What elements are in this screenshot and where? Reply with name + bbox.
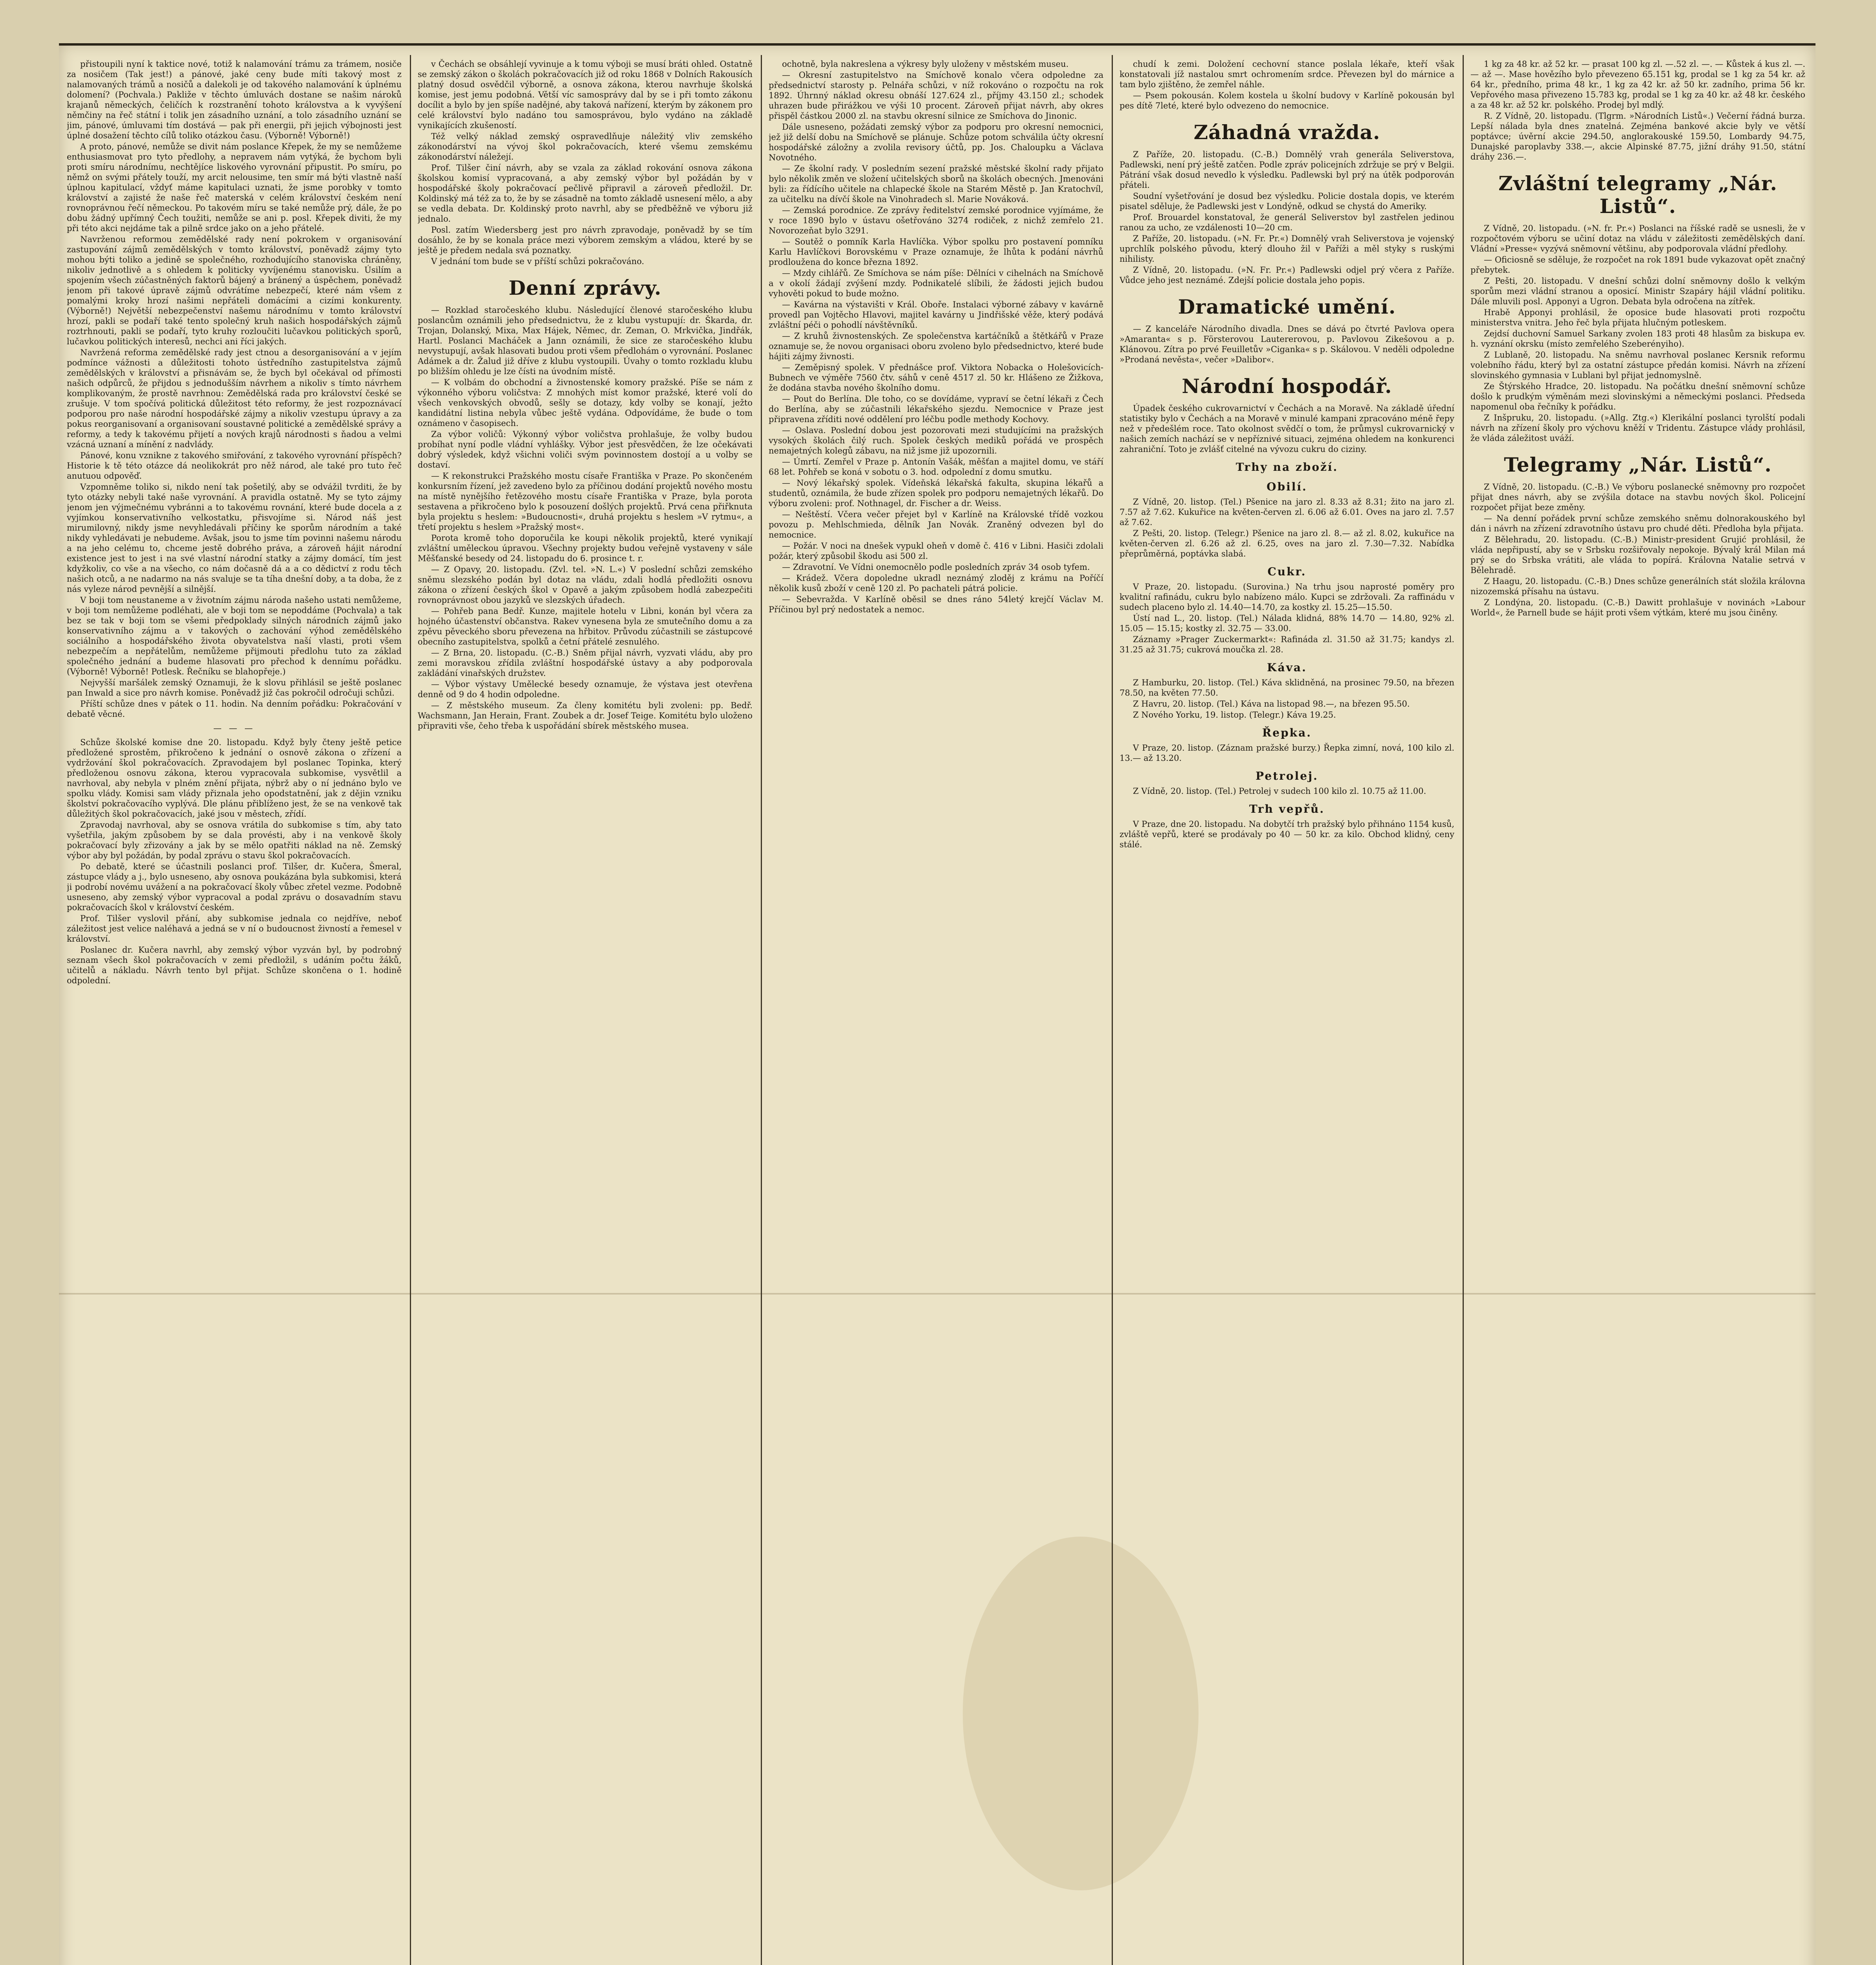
article-paragraph: Úpadek českého cukrovarnictví v Čechách a na Moravě. Na základě úřední statistiky bylo v Čechách a na Moravě v minulé kampani zpracováno méně řepy než v předešlém roce. Tato okolnost svědčí o tom, že průmysl cukrovarnický v našich zemích nachází se v nepříznivé situaci, zejména ohledem na konkurenci zahraniční. Toto je zvlášť citelné na vývozu cukru do ciziny. <box>1120 404 1454 454</box>
article-paragraph: — Pout do Berlína. Dle toho, co se dovídáme, vypraví se četní lékaři z Čech do Berlína, aby se zúčastnili lékařského sjezdu. Nemocnice v Praze jest připravena zříditi nové oddělení pro léčbu podle methody Kochovy. <box>769 394 1103 424</box>
article-paragraph: v Čechách se obsáhlejí vyvinuje a k tomu výboji se musí bráti ohled. Ostatně se zemský zákon o školách pokračovacích již od roku 1868 v Dolních Rakousích platný dosud osvědčil výborně, a osnova zákona, kterou navrhuje školská komise, jest jemu podobná. Větší víc samosprávy dal by se i při tomto zákonu docílit a bylo by jen spíše nadějné, aby taková nařízení, kterým by zákonem pro celé království bylo nadáno tou samosprávou, bylo vydáno na základě vynikajících zkušeností. <box>418 59 753 130</box>
article-paragraph: V Praze, dne 20. listopadu. Na dobytčí trh pražský bylo přihnáno 1154 kusů, zvláště vepřů, které se prodávaly po 40 — 50 kr. za kilo. Obchod klidný, ceny stálé. <box>1120 819 1454 849</box>
article-paragraph: Z Pešti, 20. listop. (Telegr.) Pšenice na jaro zl. 8.— až zl. 8.02, kukuřice na květen-červen zl. 6.26 až zl. 6.25, oves na jaro zl. 7.30—7.32. Nabídka přeprůměrná, poptávka slabá. <box>1120 529 1454 558</box>
article-paragraph: — Z městského museum. Za členy komitétu byli zvoleni: pp. Bedř. Wachsmann, Jan Herain, Frant. Zoubek a dr. Josef Teige. Komitétu bylo uloženo připraviti vše, čeho třeba k uspořádání sbírek městského musea. <box>418 701 753 731</box>
section-heading: Národní hospodář. <box>1182 375 1392 398</box>
article-paragraph: Z Vídně, 20. listop. (Tel.) Pšenice na jaro zl. 8.33 až 8.31; žito na jaro zl. 7.57 až 7.62. Kukuřice na květen-červen zl. 6.06 až 6.01. Oves na jaro zl. 7.57 až 7.62. <box>1120 497 1454 527</box>
article-paragraph: Porota kromě toho doporučila ke koupi několik projektů, které vynikají zvláštní uměleckou úpravou. Všechny projekty budou veřejně vystaveny v sále Měšťanské besedy od 24. listopadu do 6. prosince t. r. <box>418 533 753 563</box>
subsection-heading: Trh vepřů. <box>1249 803 1325 815</box>
article-paragraph: — Nový lékařský spolek. Vídeňská lékařská fakulta, skupina lékařů a studentů, oznámila, že bude zřízen spolek pro podporu nemajetných lékařů. Do výboru zvoleni: prof. Nothnagel, dr. Fischer a dr. Weiss. <box>769 478 1103 508</box>
article-paragraph: — Z kanceláře Národního divadla. Dnes se dává po čtvrté Pavlova opera »Amaranta« s p. Försterovou Lautererovou, p. Pavlovou Zikešovou a p. Klánovou. Zítra po prvé Feuilletův »Ciganka« s p. Skálovou. V neděli odpoledne »Prodaná nevěsta«, večer »Dalibor«. <box>1120 324 1454 364</box>
article-paragraph: R. Z Vídně, 20. listopadu. (Tlgrm. »Národních Listů«.) Večerní řádná burza. Lepší nálada byla dnes znatelná. Zejména bankové akcie byly ve větší poptávce; úvěrní akcie 294.50, anglorakouské 159.50, Lombardy 94.75, Dunajské paroplavby 338.—, akcie Alpinské 87.75, jižní dráhy 91.50, státní dráhy 236.—. <box>1470 111 1805 162</box>
subsection-heading: Cukr. <box>1267 565 1307 578</box>
article-paragraph: — Požár. V noci na dnešek vypukl oheň v domě č. 416 v Libni. Hasiči zdolali požár, který způsobil škodu asi 500 zl. <box>769 541 1103 561</box>
article-paragraph: Vzpomněme toliko si, nikdo není tak pošetilý, aby se odvážil tvrditi, že by tyto otázky nebyli také naše vyrovnání. A pravidla ostatně. My se tyto zájmy jenom jen výjmečnému vybránni a to takovému rovnání, které bude docela a z vyjímkou konservativního velkostatku, přisvojíme si. Národ náš jest mirumilovný, nikdy jsme nevyhledávali příčiny ke sporům národním a také nikdy vyhledávati je nebudeme. Avšak, jsou to jsme tím povinni našemu národu a na jeho celému to, chceme jestě dobrého práva, a zároveň hájit národní existence jest to jest i na své vlastní národní statky a zájmy domácí, tím jest kdyžkoliv, co vše a na všecho, co nám dočasně dá a a co dědictví z rodu těch našich otců, a ne nadarmo na nás svaluje se ta tíha dnešní doby, a ta doba, že z nás vyleze národ pevnější a silnější. <box>67 482 402 594</box>
article-paragraph: Schůze školské komise dne 20. listopadu. Když byly čteny ještě petice předložené sprostěm, přikročeno k jednání o osnově zákona o zřízení a vydržování škol pokračovacích. Zpravodajem byl poslanec Topinka, který předloženou osnovu zákona, kterou vypracovala subkomise, vysvětlil a navrhoval, aby nebyla v plném znění přijata, nýbrž aby o ní jednáno bylo ve spolku vlády. Komisi sam vlády přiznala jeho opodstatnění, jak z dějin vzniku školství pokračovacího vyplývá. Dle plánu přiblíženo jest, že se na venkově tak důležitých škol pokračovacích, jaké jsou v městech, zřídí. <box>67 738 402 819</box>
article-paragraph: Též velký náklad zemský ospravedlňuje náležitý vliv zemského zákonodárství na vývoj škol pokračovacích, které všemu zemskému zákonodárství náležejí. <box>418 132 753 162</box>
top-rule <box>59 43 1815 46</box>
article-paragraph: Navrženou reformou zemědělské rady není pokrokem v organisování zastupování zájmů zemědělských v tomto království, poněvadž zájmy tyto mohou býti toliko a jedině se společného, rozhodujícího stanoviska chráněny, nikoliv jednotlivě a s ohledem k politicky vyvíjenému stanovisku. Úsilím a spojením všech zúčastněných faktorů bájený a bránený a úspěchem, poněvadž jenom při takové úpravě zájmů odvrátíme nebezpečí, které nám všem z pomalými kroky hrozí našimi nepřáteli domácími a cizími konkurenty. (Výborně!) Největší nebezpečenství našemu národnímu v tomto království hrozí, pakli se podaří také tento společný kruh našich hospodářských zájmů roztrhnouti, pakli se podaří, tyto kruhy rozloučiti lučavkou politických sporů, lučavkou politických interesů, nechci ani říci jakých. <box>67 235 402 346</box>
article-paragraph: chudí k zemi. Doložení cechovní stance poslala lékaře, kteří však konstatovali jíž nastalou smrt ochromením srdce. Převezen byl do márnice a tam bylo zjištěno, že zemřel náhle. <box>1120 59 1454 89</box>
article-paragraph: Nejvyšší maršálek zemský Oznamuji, že k slovu přihlásil se ještě poslanec pan Inwald a sice pro návrh komise. Poněvadž již čas pokročil odročuji schůzi. <box>67 678 402 698</box>
article-paragraph: — Sebevražda. V Karlíně oběsil se dnes ráno 54letý krejčí Václav M. Příčinou byl prý nedostatek a nemoc. <box>769 595 1103 614</box>
column-1 <box>67 59 402 1965</box>
article-paragraph: Pánové, konu vznikne z takového smiřování, z takového vyrovnání příspěch? Historie k tě této otázce dá neolikokrát pro něž národ, ale také pro tuto řeč anutuou odpověď. <box>67 451 402 481</box>
article-paragraph: — Úmrtí. Zemřel v Praze p. Antonín Vašák, měšťan a majitel domu, ve stáří 68 let. Pohřeb se koná v sobotu o 3. hod. odpolední z domu smutku. <box>769 457 1103 477</box>
column-5 <box>1470 59 1805 1965</box>
article-paragraph: V Praze, 20. listopadu. (Surovina.) Na trhu jsou naprosté poměry pro kvalitní rafinádu, cukru bylo nabízeno málo. Kupci se zdržovali. Za raffinádu v sudech placeno bylo zl. 14.40—14.70, za kostky zl. 15.25—15.50. <box>1120 582 1454 612</box>
article-paragraph: Z Vídně, 20. listopadu. (»N. fr. Pr.«) Poslanci na říšské radě se usnesli, že v rozpočtovém výboru se učiní dotaz na vládu v záležitosti zemědělských daní. Vládní »Presse« vyzývá sněmovní většinu, aby podporovala vládní předlohy. <box>1470 224 1805 253</box>
column-separator <box>410 55 411 1965</box>
column-2 <box>418 59 753 1965</box>
column-separator <box>761 55 762 1965</box>
section-heading: Zvláštní telegramy „Nár. Listů“. <box>1498 172 1777 218</box>
article-paragraph: Z Haagu, 20. listopadu. (C.-B.) Dnes schůze generálních stát složila královna nizozemská přísahu na ústavu. <box>1470 577 1805 596</box>
article-paragraph: Z Vídně, 20. listopadu. (C.-B.) Ve výboru poslanecké sněmovny pro rozpočet přijat dnes návrh, aby se zvýšila dotace na stavbu nových škol. Policejní rozpočet přijat beze změny. <box>1470 482 1805 512</box>
subsection-heading: Petrolej. <box>1256 769 1318 782</box>
article-paragraph: Hrabě Apponyi prohlásil, že oposice bude hlasovati proti rozpočtu ministerstva vnitra. Jeho řeč byla přijata hlučným potleskem. <box>1470 308 1805 327</box>
subsection-heading: Obilí. <box>1267 480 1307 493</box>
article-paragraph: Z Hamburku, 20. listop. (Tel.) Káva sklidněná, na prosinec 79.50, na březen 78.50, na květen 77.50. <box>1120 678 1454 698</box>
article-paragraph: Navržená reforma zemědělské rady jest ctnou a desorganisování a v jejím podmínce vážnosti a důležitosti tohoto ústředního zastupitelstva zájmů zemědělských v království a přisnávám se, že bych byl očekával od přímosti našich odpůrců, že přijdou s jednodušším návrhem a nikoliv s tímto návrhem komplikovaným, že prostě navrhnou: Zemědělská rada pro království české se zrušuje. V tom spočívá politická důležitost této reformy, že jest rozpoznávací podporou pro naše národní hospodářské zájmy a nikoliv vzestupu úpravy a za pokus reorganisovaní a organisovaní soustavné politické a zemědělské správy a reformy, a tedy k takovému přijetí a nových krajů národnosti s ňadou a velmi vzácná uznaní a mínění z nadvlády. <box>67 348 402 449</box>
newspaper-page <box>59 43 1815 1965</box>
article-paragraph: — Psem pokousán. Kolem kostela u školní budovy v Karlíně pokousán byl pes dítě 7leté, které bylo odvezeno do nemocnice. <box>1120 91 1454 110</box>
section-heading: Denní zprávy. <box>508 276 662 299</box>
article-paragraph: — Z Brna, 20. listopadu. (C.-B.) Sněm přijal návrh, vyzvati vládu, aby pro zemi moravskou zřídila zvláštní hospodářské ústavy a aby podporovala zakládání vinařských družstev. <box>418 648 753 678</box>
article-paragraph: Z Vídně, 20. listopadu. (»N. Fr. Pr.«) Padlewski odjel prý včera z Paříže. Vůdce jeho jest neznámé. Zdejší policie dostala jeho popis. <box>1120 265 1454 285</box>
article-paragraph: — Zdravotní. Ve Vídni onemocnělo podle posledních zpráv 34 osob tyfem. <box>782 562 1090 572</box>
article-paragraph: Z Londýna, 20. listopadu. (C.-B.) Dawitt prohlašuje v novinách »Labour World«, že Parnell bude se hájit proti všem výtkám, které mu jsou činěny. <box>1470 598 1805 617</box>
subsection-heading: Řepka. <box>1262 726 1312 739</box>
article-paragraph: Ze Štýrského Hradce, 20. listopadu. Na počátku dnešní sněmovní schůze došlo k prudkým výměnám mezi slovinskými a německými poslanci. Předseda napomenul oba řečníky k pořádku. <box>1470 382 1805 411</box>
column-separator <box>1463 55 1464 1965</box>
article-paragraph: — Na denní pořádek první schůze zemského sněmu dolnorakouského byl dán i návrh na zřízení zdravotního ústavu pro chudé děti. Předloha byla přijata. <box>1470 514 1805 533</box>
article-paragraph: — Z Opavy, 20. listopadu. (Zvl. tel. »N. L.«) V poslední schůzi zemského sněmu slezského podán byl dotaz na vládu, zdali hodlá předložiti osnovu zákona o zřízení českých škol v Opavě a jakým způsobem hodlá zabezpečiti rovnoprávnost obou jazyků ve slezských úřadech. <box>418 565 753 605</box>
section-heading: Záhadná vražda. <box>1193 121 1380 144</box>
article-paragraph: — Neštěstí. Včera večer přejet byl v Karlíně na Královské třídě vozkou povozu p. Mehlschmieda, dělník Jan Novák. Zraněný odvezen byl do nemocnice. <box>769 510 1103 540</box>
article-paragraph: Prof. Tilšer vyslovil přání, aby subkomise jednala co nejdříve, neboť záležitost jest velice naléhavá a jedná se v ní o budoucnost živností a řemesel v království. <box>67 914 402 944</box>
article-paragraph: Z Paříže, 20. listopadu. (»N. Fr. Pr.«) Domnělý vrah Seliverstova je vojenský uprchlík polského původu, který dlouho žil v Paříži a měl styky s ruskými nihilisty. <box>1120 234 1454 264</box>
column-separator <box>1112 55 1113 1965</box>
article-paragraph: — Oficiosně se sděluje, že rozpočet na rok 1891 bude vykazovat opět značný přebytek. <box>1470 255 1805 275</box>
section-heading: Telegramy „Nár. Listů“. <box>1504 453 1772 476</box>
article-paragraph: A proto, pánové, nemůže se divit nám poslance Křepek, že my se nemůžeme enthusiasmovat pro tyto předlohy, a nepravem nám vytýká, že bychom byli proti smíru národnímu, nechtějíce liskového vyrovnání připustit. Po smíru, po němž on svými přátely touží, my arcit nelousime, ten smír má býti vlastně naší úplnou kapitulací, vždyť máme kapitulaci uznati, že jsme porobky v tomto království a zajisté že naše řeč materská v celém království českém není rovnoprávnou řečí německou. Po takovém míru se také nemůže prý, dále, že po dobu žádný upřímný Čech toužiti, nemůže se ani p. posl. Křepek diviti, že my při této akci nejdáme tak a pilně srdce jako on a jeho přátelé. <box>67 142 402 233</box>
article-paragraph: V Praze, 20. listop. (Záznam pražské burzy.) Řepka zimní, nová, 100 kilo zl. 13.— až 13.20. <box>1120 743 1454 763</box>
article-paragraph: Prof. Brouardel konstatoval, že generál Seliverstov byl zastřelen jedinou ranou za ucho, ze vzdálenosti 10—20 cm. <box>1120 213 1454 232</box>
article-paragraph: Z Havru, 20. listop. (Tel.) Káva na listopad 98.—, na březen 95.50. <box>1133 699 1410 709</box>
article-paragraph: Z Lublaně, 20. listopadu. Na sněmu navrhoval poslanec Kersnik reformu volebního řádu, který byl za ostatní zástupce předán komisi. Návrh na zřízení slovinského gymnasia v Lublani byl přijat jednomyslně. <box>1470 350 1805 380</box>
article-paragraph: — Pohřeb pana Bedř. Kunze, majitele hotelu v Libni, konán byl včera za hojného účastenství občanstva. Rakev vynesena byla ze smutečního domu a za zpěvu pěveckého sboru převezena na hřbitov. Průvodu zúčastnili se zástupcové obecního zastupitelstva, spolků a četní přátelé zesnulého. <box>418 606 753 646</box>
subsection-heading: Káva. <box>1267 661 1307 674</box>
article-paragraph: Z Nového Yorku, 19. listop. (Telegr.) Káva 19.25. <box>1133 710 1336 720</box>
article-paragraph: Po debatě, které se účastnili poslanci prof. Tilšer, dr. Kučera, Šmeral, zástupce vlády a j., bylo usneseno, aby osnova poukázána byla subkomisi, která ji podrobí novému uvážení a na pokračovací školy vůbec zřetel vezme. Podobně usneseno, aby zemský výbor vypracoval a podal zprávu o dosavadním stavu pokračovacích škol v království českém. <box>67 862 402 912</box>
article-paragraph: přistoupili nyní k taktice nové, totiž k nalamování trámu za trámem, nosiče za nosičem (Tak jest!) a pánové, jaké ceny bude míti takový most z nalamovaných trámů a nosičů a dalekoli je od takového nalamování k úplnému dolomení? (Pochvala.) Pakliže v těchto úmluvách dostane se našim nároků krajanů německých, čeličích k rozstranění tohoto královstva a k vyvýšení němčiny na řeč státní i tolik jen zásadního uznání, a tolo zásadního uznání se jim, pánové, úmluvami tím dostává — pak při energii, při jejich výbojnosti jest úplné dosažení těchto cílů toliko otázkou času. (Výborně! Výborně!) <box>67 59 402 140</box>
article-paragraph: Za výbor voličů: Výkonný výbor voličstva prohlašuje, že volby budou probíhat nyní podle vládní vyhlášky. Výbor jest přesvědčen, že lze očekávati dobrý výsledek, když všichni voliči svým povinnostem dostojí a u volby se dostaví. <box>418 430 753 470</box>
article-paragraph: ochotně, byla nakreslena a výkresy byly uloženy v městském museu. <box>782 59 1069 69</box>
article-paragraph: Prof. Tilšer činí návrh, aby se vzala za základ rokování osnova zákona školskou komisí vypracovaná, a aby zemský výbor byl požádán by v hospodářské školy pokračovací pečlivě připravil a zároveň předložil. Dr. Koldinský má též za to, že by se zásadně na tomto základě usnesení mělo, a aby se vedla debata. Dr. Koldinský proto navrhl, aby se předběžně ve výboru již jednalo. <box>418 163 753 224</box>
article-paragraph: — Krádež. Včera dopoledne ukradl neznámý zloděj z krámu na Poříčí několik kusů zboží v ceně 120 zl. Po pachateli pátrá policie. <box>769 573 1103 593</box>
article-paragraph: Příští schůze dnes v pátek o 11. hodin. Na denním pořádku: Pokračování v debatě věcné. <box>67 699 402 719</box>
article-paragraph: Z Bělehradu, 20. listopadu. (C.-B.) Ministr-president Grujić prohlásil, že vláda nepřipustí, aby se v Srbsku rozšiřovaly nepokoje. Bývalý král Milan má prý se do Srbska vrátiti, ale vláda to popírá. Královna Natalie setrvá v Bělehradě. <box>1470 535 1805 575</box>
article-paragraph: Soudní vyšetřování je dosud bez výsledku. Policie dostala dopis, ve kterém pisatel sděluje, že Padlewski jest v Londýně, odkud se chystá do Ameriky. <box>1120 191 1454 211</box>
article-paragraph: Dále usneseno, požádati zemský výbor za podporu pro okresní nemocnici, jež již delší dobu na Smíchově se plánuje. Schůze potom schválila účty okresní hospodářské záložny a zvolila revisory účtů, pp. Jos. Chaloupku a Václava Novotného. <box>769 122 1103 162</box>
article-paragraph: 1 kg za 48 kr. až 52 kr. — prasat 100 kg zl. —.52 zl. —. — Kůstek á kus zl. —.— až —. Mase hovězího bylo převezeno 65.151 kg, prodal se 1 kg za 54 kr. až 64 kr., předního, prima 48 kr., 1 kg za 42 kr. až 50 kr. zadního, prima 56 kr. Vepřového masa přivezeno 15.783 kg, prodal se 1 kg za 40 kr. až 48 kr. českého a za 48 kr. až 52 kr. polského. Prodej byl mdlý. <box>1470 59 1805 110</box>
article-paragraph: — Okresní zastupitelstvo na Smíchově konalo včera odpoledne za předsednictví starosty p. Pelnářa schůzi, v níž rokováno o rozpočtu na rok 1892. Úhrnný náklad okresu obnáší 127.624 zl., příjmy 43.150 zl.; schodek uhrazen bude přirážkou ve výši 10 procent. Zároveň přijat návrh, aby okres přispěl částkou 2000 zl. na stavbu okresní silnice ze Smíchova do Jinonic. <box>769 70 1103 121</box>
article-paragraph: V jednání tom bude se v příští schůzi pokračováno. <box>431 257 644 266</box>
column-3 <box>769 59 1103 1965</box>
article-paragraph: Záznamy »Prager Zuckermarkt«: Rafináda zl. 31.50 až 31.75; kandys zl. 31.25 až 31.75; cukrová moučka zl. 28. <box>1120 635 1454 654</box>
article-paragraph: Poslanec dr. Kučera navrhl, aby zemský výbor vyzván byl, by podrobný seznam všech škol pokračovacích v zemi předložil, s udáním počtu žáků, učitelů a nákladu. Návrh tento byl přijat. Schůze skončena o 1. hodině odpolední. <box>67 945 402 985</box>
article-paragraph: Z Vídně, 20. listop. (Tel.) Petrolej v sudech 100 kilo zl. 10.75 až 11.00. <box>1133 786 1426 796</box>
article-paragraph: — K volbám do obchodní a živnostenské komory pražské. Píše se nám z výkonného výboru voličstva: Z mnohých míst komor pražské, které volí do všech venkovských obvodů, sešly se dotazy, kdy volby se konají, ježto kandidátní listina nebyla vůbec ještě vydána. Odpovídáme, že bude o tom oznámeno v časopisech. <box>418 378 753 428</box>
column-4 <box>1120 59 1454 1965</box>
article-paragraph: Ústí nad L., 20. listop. (Tel.) Nálada klidná, 88% 14.70 — 14.80, 92% zl. 15.05 — 15.15; kostky zl. 32.75 — 33.00. <box>1120 613 1454 633</box>
article-paragraph: — Výbor výstavy Umělecké besedy oznamuje, že výstava jest otevřena denně od 9 do 4 hodin odpoledne. <box>418 679 753 699</box>
article-paragraph: Z Pešti, 20. listopadu. V dnešní schůzi dolní sněmovny došlo k velkým sporům mezi vládní stranou a oposicí. Ministr Szapáry hájil vládní politiku. Dále mluvili posl. Apponyi a Ugron. Debata byla odročena na zítřek. <box>1470 276 1805 306</box>
article-paragraph: — Rozklad staročeského klubu. Následující členové staročeského klubu poslancům oznámili jeho předsednictvu, že z klubu vystupují: dr. Škarda, dr. Trojan, Dolanský, Mixa, Max Hájek, Němec, dr. Zeman, O. Mrkvička, Jindřák, Hartl. Poslanci Macháček a Jann oznámili, že sice ze staročeského klubu nevystupují, avšak hlasovati budou proti všem předlohám o vyrovnání. Poslanec Adámek a dr. Žalud již dříve z klubu vystoupili. Úvahy o tomto rozkladu klubu po bližším ohledu je lze čísti na úvodním místě. <box>418 305 753 376</box>
article-paragraph: — Mzdy cihlářů. Ze Smíchova se nám píše: Dělníci v cihelnách na Smíchově a v okolí žádají zvýšení mzdy. Podnikatelé slíbili, že žádosti jejich budou vyhověti pokud to bude možno. <box>769 268 1103 298</box>
article-paragraph: — Ze školní rady. V posledním sezení pražské městské školní rady přijato bylo několik změn ve složení učitelských sborů na školách obecných. Jmenováni byli: za řídícího učitele na chlapecké škole na Starém Městě p. Jan Kratochvíl, za učitelku na dívčí škole na Vinohradech sl. Marie Nováková. <box>769 164 1103 204</box>
article-paragraph: — Kavárna na výstavišti v Král. Oboře. Instalaci výborné zábavy v kavárně provedl pan Vojtěcho Hlavovi, majitel kavárny u Jindřišské věže, který podává zvláštní péči o pohodlí návštěvníků. <box>769 300 1103 330</box>
separator-dashes: — — — <box>213 724 255 733</box>
article-paragraph: Z Inšpruku, 20. listopadu. (»Allg. Ztg.«) Klerikální poslanci tyrolští podali návrh na zřízení školy pro výchovu kněží v Tridentu. Zástupce vlády prohlásil, že vláda záležitost uváží. <box>1470 413 1805 443</box>
article-paragraph: Z Paříže, 20. listopadu. (C.-B.) Domnělý vrah generála Seliverstova, Padlewski, není prý ještě zatčen. Podle zpráv policejních zdržuje se prý v Belgii. Pátrání však dosud nevedlo k výsledku. Padlewski byl prý na útěk podporován přáteli. <box>1120 150 1454 190</box>
article-paragraph: — Zemská porodnice. Ze zprávy ředitelství zemské porodnice vyjímáme, že v roce 1890 bylo v ústavu ošetřováno 3274 rodiček, z nichž zemřelo 21. Novorozeňat bylo 3291. <box>769 206 1103 235</box>
article-paragraph: Posl. zatím Wiedersberg jest pro návrh zpravodaje, poněvadž by se tím dosáhlo, že by se konala práce mezi výborem zemským a vládou, které by se ještě je předem nedala svá poznatky. <box>418 225 753 255</box>
article-paragraph: Zejdsí duchovní Samuel Sarkany zvolen 183 proti 48 hlasům za biskupa ev. h. vyznání okrsku (místo zemřelého Szeberényiho). <box>1470 329 1805 349</box>
subsection-heading: Trhy na zboží. <box>1235 461 1338 474</box>
article-paragraph: — K rekonstrukci Pražského mostu císaře Františka v Praze. Po skončeném konkursním řízení, jež zavedeno bylo za příčinou dodání projektů nového mostu na místě nynějšího řetězového mostu císaře Františka v Praze, byla porota sestavena a přikročeno bylo k posouzení došlých projektů. Prvá cena přiřknuta byla projektu s heslem: »Budoucnosti«, druhá projektu s heslem »V rytmu«, a třetí projektu s heslem »Pražský most«. <box>418 471 753 532</box>
article-paragraph: — Oslava. Poslední dobou jest pozorovati mezi studujícími na pražských vysokých školách čilý ruch. Spolek českých mediků pořádá ve prospěch nemajetných kolegů zábavu, na niž jsme již upozornili. <box>769 426 1103 455</box>
article-paragraph: V boji tom neustaneme a v životním zájmu národa našeho ustati nemůžeme, v boji tom nemůžeme podléhati, ale v boji tom se nepoddáme (Pochvala) a tak bez se tak v boji tom se všemi předpoklady silných národních zájmů jako konservativního zájmu a v takových o zachování výhod zemědělského sociálního a hospodářského života obyvatelstva naší vlasti, proti všem nebezpečím a nepřátelům, nemůžeme přijmouti předlohu tuto za základ společného jednání a budeme hlasovati pro přechod k dennímu pořádku. (Výborně! Výborně! Potlesk. Řečníku se blahopřeje.) <box>67 595 402 676</box>
article-paragraph: — Zeměpisný spolek. V přednášce prof. Viktora Nobacka o Holešovicích-Bubnech ve výměře 7560 čtv. sáhů v ceně 4517 zl. 50 kr. Hlášeno ze Žižkova, že dodána stavba nového školního domu. <box>769 363 1103 393</box>
section-heading: Dramatické umění. <box>1178 295 1396 318</box>
article-paragraph: — Soutěž o pomník Karla Havlíčka. Výbor spolku pro postavení pomníku Karlu Havlíčkovi Borovskému v Praze oznamuje, že lhůta k podání návrhů prodloužena do konce března 1892. <box>769 237 1103 267</box>
article-paragraph: Zpravodaj navrhoval, aby se osnova vrátila do subkomise s tím, aby tato vyšetřila, jakým způsobem by se dala provésti, aby i na venkově školy pokračovací byly zřizovány a jak by se mělo opatřiti náklad na ně. Zemský výbor aby byl požádán, by podal zprávu o stavu škol pokračovacích. <box>67 820 402 860</box>
article-paragraph: — Z kruhů živnostenských. Ze společenstva kartáčníků a štětkářů v Praze oznamuje se, že novou organisaci oboru zvoleno bylo předsednictvo, které bude hájiti zájmy živnosti. <box>769 331 1103 361</box>
